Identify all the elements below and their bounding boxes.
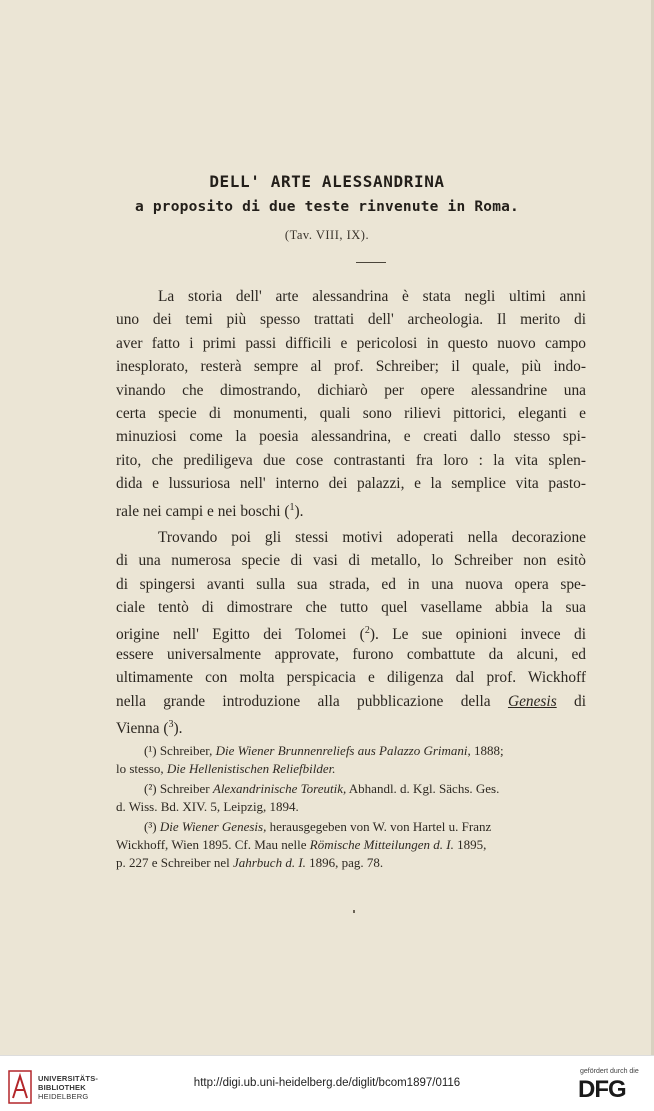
footnote-text: p. 227 e Schreiber nel <box>116 855 230 870</box>
footnote-text: lo stesso, <box>116 761 164 776</box>
print-speck <box>353 910 355 913</box>
body-line: di una numerosa specie di vasi di metallo, lo Schreiber non esitò <box>116 552 586 570</box>
body-text-fragment: nella grande introduzione alla pubblicazione della <box>116 692 491 710</box>
body-line: ultimamente con molta perspicacia e diligenza dal prof. Wickhoff <box>116 669 586 687</box>
body-line: certa specie di monumenti, quali sono rilievi pittorici, eleganti e <box>116 404 586 422</box>
footnote-mark: (³) <box>144 819 157 834</box>
footnote-italic: Die Wiener Brunnenreliefs aus Palazzo Grimani, <box>215 743 471 758</box>
footnote-italic: Die Wiener Genesis, <box>159 819 267 834</box>
footnote-italic: Römische Mitteilungen d. I. <box>309 837 454 852</box>
article-subtitle: a proposito di due teste rinvenute in Roma. <box>135 199 519 215</box>
footnote-text: Schreiber <box>159 781 210 796</box>
footnote-text: Abhandl. d. Kgl. Sächs. Ges. <box>348 781 500 796</box>
body-text <box>116 285 586 736</box>
body-text-fragment: ). Le sue opinioni invece di <box>369 626 586 644</box>
library-name-line: HEIDELBERG <box>38 1092 89 1101</box>
body-line <box>116 496 586 519</box>
funded-by-label: gefördert durch die <box>580 1068 639 1075</box>
library-name-line: UNIVERSITÄTS- <box>38 1074 99 1083</box>
footnotes <box>116 742 586 872</box>
footnote-1 <box>116 742 586 760</box>
body-line: inesplorato, resterà sempre al prof. Schreiber; il quale, più indo- <box>116 358 586 376</box>
body-line: Trovando poi gli stessi motivi adoperati nella decorazione <box>158 528 586 546</box>
footnote-2-line2: d. Wiss. Bd. XIV. 5, Leipzig, 1894. <box>116 799 299 814</box>
body-text-fragment: di <box>574 692 586 710</box>
body-line: dida e lussuriosa nell' interno dei palazzi, e la semplice vita pasto- <box>116 475 586 493</box>
footnote-ref: 3 <box>168 719 174 731</box>
body-text-fragment: Vienna ( <box>116 720 169 738</box>
body-line: di spingersi avanti sulla sua strada, ed in una nuova opera spe- <box>116 575 586 593</box>
dfg-logo: DFG <box>578 1076 626 1103</box>
body-line: La storia dell' arte alessandrina è stata negli ultimi anni <box>158 288 586 305</box>
footnote-text: Wickhoff, Wien 1895. Cf. Mau nelle <box>116 837 307 852</box>
footnote-mark: (¹) <box>144 743 157 758</box>
footnote-text: 1888; <box>474 743 504 758</box>
footnote-italic: Jahrbuch d. I. <box>232 855 306 870</box>
footnote-3-line3 <box>116 854 586 872</box>
title-divider <box>356 262 386 263</box>
body-text-fragment: ). <box>294 502 304 520</box>
footnote-italic: Alexandrinische Toreutik, <box>212 781 347 796</box>
body-line <box>116 713 586 736</box>
footnote-ref: 2 <box>364 625 370 637</box>
body-line <box>116 690 586 713</box>
footnote-mark: (²) <box>144 781 157 796</box>
footnote-text: 1895, <box>457 837 487 852</box>
body-text-fragment: rale nei campi e nei boschi ( <box>116 502 290 520</box>
library-name-line: BIBLIOTHEK <box>38 1083 86 1092</box>
footnote-2 <box>116 780 586 798</box>
body-line: minuziosi come la poesia alessandrina, e creati dallo stesso spi- <box>116 428 586 446</box>
body-line <box>116 619 586 642</box>
body-line: essere universalmente approvate, furono combattute da alcuni, ed <box>116 645 586 663</box>
permalink-url[interactable]: http://digi.ub.uni-heidelberg.de/diglit/bcom1897/0116 <box>193 1077 461 1089</box>
footnote-3 <box>116 818 586 836</box>
footnote-text: 1896, pag. 78. <box>309 855 384 870</box>
italic-title: Genesis <box>507 692 557 710</box>
body-line: ciale tentò di dimostrare che tutto quel vasellame abbia la sua <box>116 599 586 617</box>
footnote-1-line2 <box>116 760 586 778</box>
body-line: aver fatto i primi passi difficili e pericolosi in questo nuovo campo <box>116 334 586 352</box>
footnote-text: herausgegeben von W. von Hartel u. Franz <box>269 819 492 834</box>
body-text-fragment: origine nell' Egitto dei Tolomei ( <box>116 626 365 644</box>
body-line: rito, che prediligeva due cose contrastanti fra loro : la vita splen- <box>116 451 586 469</box>
viewer-footer <box>0 1055 654 1111</box>
body-text-fragment: ). <box>173 720 183 738</box>
footnote-text: Schreiber, <box>159 743 213 758</box>
footnote-ref: 1 <box>289 501 295 513</box>
article-title: DELL' ARTE ALESSANDRINA <box>209 172 445 191</box>
body-line: vinando che dimostrando, dichiarò per opere alessandrine una <box>116 381 586 399</box>
footnote-italic: Die Hellenistischen Reliefbilder. <box>166 761 336 776</box>
plate-reference: (Tav. VIII, IX). <box>284 228 370 242</box>
footnote-3-line2 <box>116 836 586 854</box>
body-line: uno dei temi più spesso trattati dell' archeologia. Il merito di <box>116 311 586 329</box>
